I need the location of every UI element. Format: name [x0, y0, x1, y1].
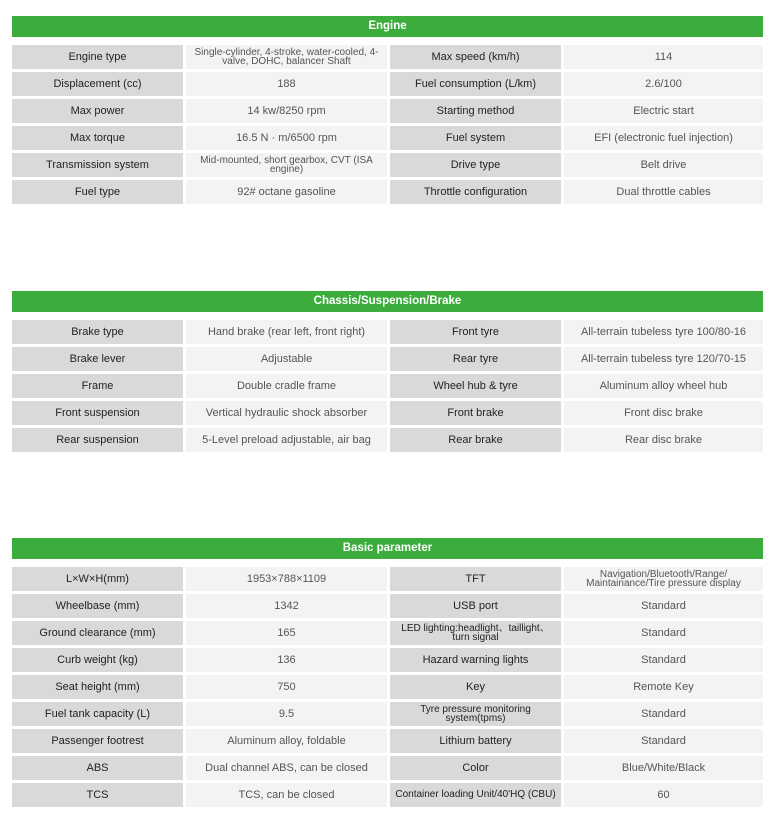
spec-label: Starting method [390, 99, 561, 123]
spec-label: Max torque [12, 126, 183, 150]
spec-value: All-terrain tubeless tyre 120/70-15 [564, 347, 763, 371]
table-row [12, 153, 763, 177]
spec-value: Adjustable [186, 347, 387, 371]
spec-value: 60 [564, 783, 763, 807]
spec-value: 1342 [186, 594, 387, 618]
spec-value: TCS, can be closed [186, 783, 387, 807]
spec-value: 14 kw/8250 rpm [186, 99, 387, 123]
spec-label: Frame [12, 374, 183, 398]
table-row [12, 320, 763, 344]
spec-value: Standard [564, 621, 763, 645]
spec-label: USB port [390, 594, 561, 618]
spec-value: 2.6/100 [564, 72, 763, 96]
spec-label: Hazard warning lights [390, 648, 561, 672]
spec-value: Standard [564, 702, 763, 726]
spec-label: Container loading Unit/40'HQ (CBU) [390, 783, 561, 807]
spec-label: Passenger footrest [12, 729, 183, 753]
spec-value: 9.5 [186, 702, 387, 726]
spec-label: Fuel consumption (L/km) [390, 72, 561, 96]
spec-label: Lithium battery [390, 729, 561, 753]
spec-value: Double cradle frame [186, 374, 387, 398]
spec-label: Fuel tank capacity (L) [12, 702, 183, 726]
table-row [12, 594, 763, 618]
spec-label: Seat height (mm) [12, 675, 183, 699]
spec-value: Rear disc brake [564, 428, 763, 452]
spec-value: 16.5 N · m/6500 rpm [186, 126, 387, 150]
spec-value: Standard [564, 729, 763, 753]
spec-label: Rear suspension [12, 428, 183, 452]
spec-label: Key [390, 675, 561, 699]
basic-parameter-section [12, 538, 763, 810]
spec-label: Displacement (cc) [12, 72, 183, 96]
section-header-chassis: Chassis/Suspension/Brake [12, 291, 763, 312]
spec-label: Ground clearance (mm) [12, 621, 183, 645]
spec-label: Max speed (km/h) [390, 45, 561, 69]
spec-value: Dual throttle cables [564, 180, 763, 204]
spec-label: Brake lever [12, 347, 183, 371]
table-row [12, 621, 763, 645]
section-header-engine: Engine [12, 16, 763, 37]
table-row [12, 702, 763, 726]
engine-spec-table [12, 45, 763, 204]
table-row [12, 374, 763, 398]
spec-value: Remote Key [564, 675, 763, 699]
spec-label: TFT [390, 567, 561, 591]
spec-label: Front brake [390, 401, 561, 425]
chassis-spec-table [12, 320, 763, 452]
spec-value: 114 [564, 45, 763, 69]
engine-section [12, 16, 763, 207]
table-row [12, 428, 763, 452]
spec-value: Hand brake (rear left, front right) [186, 320, 387, 344]
spec-label: Curb weight (kg) [12, 648, 183, 672]
spec-value: 5-Level preload adjustable, air bag [186, 428, 387, 452]
table-row [12, 72, 763, 96]
spec-value: Single-cylinder, 4-stroke, water-cooled, 4-valve, DOHC, balancer Shaft [186, 45, 387, 69]
table-row [12, 401, 763, 425]
spec-label: Front suspension [12, 401, 183, 425]
spec-label: Wheel hub & tyre [390, 374, 561, 398]
spec-label: ABS [12, 756, 183, 780]
spec-value: 165 [186, 621, 387, 645]
chassis-section [12, 291, 763, 455]
spec-value: 92# octane gasoline [186, 180, 387, 204]
table-row [12, 648, 763, 672]
spec-label: L×W×H(mm) [12, 567, 183, 591]
spec-value: 750 [186, 675, 387, 699]
spec-label: Tyre pressure monitoring system(tpms) [390, 702, 561, 726]
section-header-basic: Basic parameter [12, 538, 763, 559]
spec-value: 136 [186, 648, 387, 672]
spec-label: Wheelbase (mm) [12, 594, 183, 618]
table-row [12, 180, 763, 204]
spec-value: 1953×788×1109 [186, 567, 387, 591]
spec-value: Blue/White/Black [564, 756, 763, 780]
spec-label: Transmission system [12, 153, 183, 177]
spec-value: Navigation/Bluetooth/Range/ Maintainance/Tire pressure display [564, 567, 763, 591]
table-row [12, 567, 763, 591]
spec-label: Throttle configuration [390, 180, 561, 204]
spec-value: Belt drive [564, 153, 763, 177]
spec-label: Brake type [12, 320, 183, 344]
spec-value: Vertical hydraulic shock absorber [186, 401, 387, 425]
table-row [12, 783, 763, 807]
table-row [12, 126, 763, 150]
spec-label: LED lighting:headlight、taillight、turn signal [390, 621, 561, 645]
table-row [12, 729, 763, 753]
spec-value: Aluminum alloy wheel hub [564, 374, 763, 398]
spec-value: Standard [564, 594, 763, 618]
spec-value: All-terrain tubeless tyre 100/80-16 [564, 320, 763, 344]
spec-label: Drive type [390, 153, 561, 177]
table-row [12, 45, 763, 69]
table-row [12, 347, 763, 371]
spec-value: Electric start [564, 99, 763, 123]
spec-value: Mid-mounted, short gearbox, CVT (ISA engine) [186, 153, 387, 177]
spec-value: Dual channel ABS, can be closed [186, 756, 387, 780]
spec-value: 188 [186, 72, 387, 96]
basic-spec-table [12, 567, 763, 807]
spec-label: Fuel system [390, 126, 561, 150]
spec-label: Rear tyre [390, 347, 561, 371]
spec-label: Color [390, 756, 561, 780]
spec-label: Fuel type [12, 180, 183, 204]
spec-label: Max power [12, 99, 183, 123]
spec-value: EFI (electronic fuel injection) [564, 126, 763, 150]
spec-label: Engine type [12, 45, 183, 69]
table-row [12, 99, 763, 123]
spec-value: Standard [564, 648, 763, 672]
spec-label: TCS [12, 783, 183, 807]
spec-label: Front tyre [390, 320, 561, 344]
table-row [12, 756, 763, 780]
spec-value: Aluminum alloy, foldable [186, 729, 387, 753]
spec-value: Front disc brake [564, 401, 763, 425]
spec-label: Rear brake [390, 428, 561, 452]
table-row [12, 675, 763, 699]
